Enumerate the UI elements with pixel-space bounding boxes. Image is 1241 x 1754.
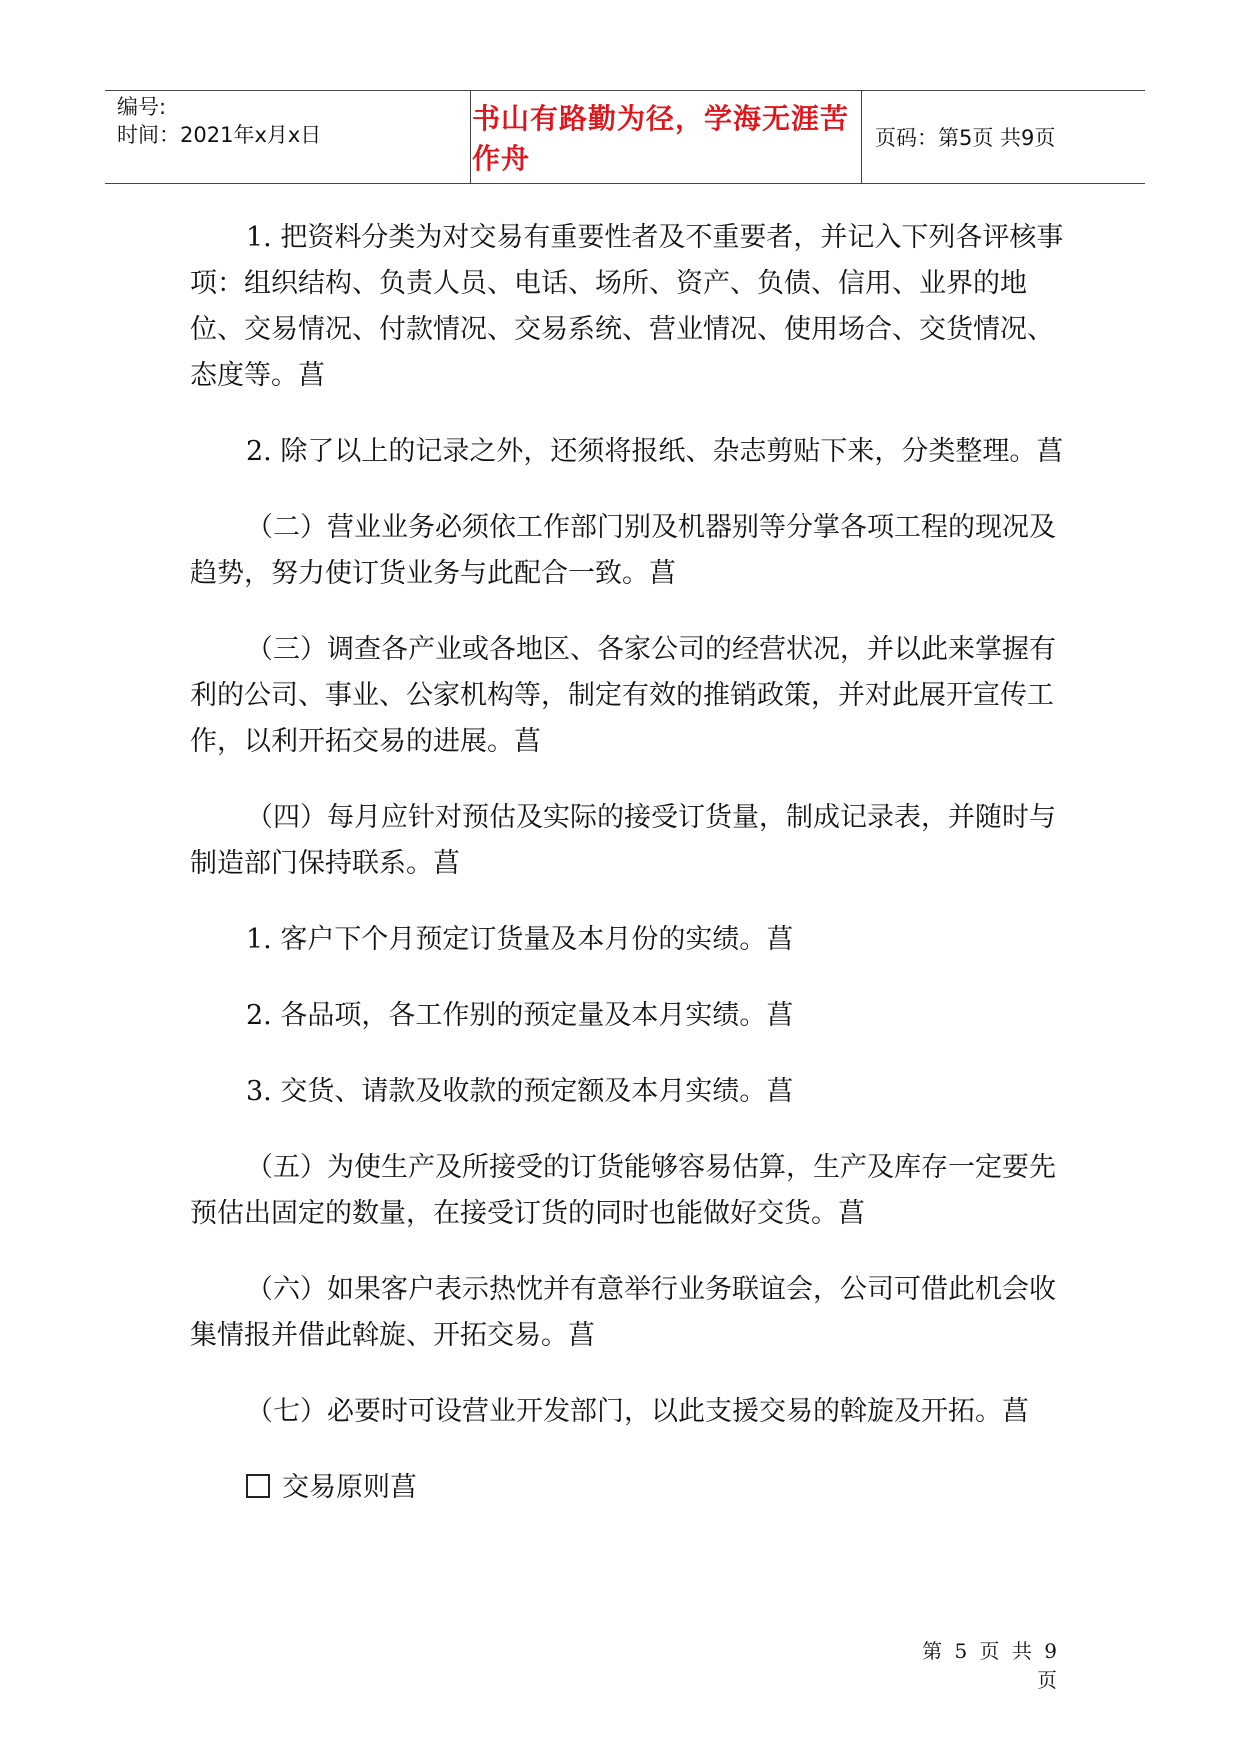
header-divider-left	[470, 91, 471, 183]
page-header	[105, 90, 1145, 184]
header-page-label: 页码：第5页 共9页	[875, 126, 1056, 150]
paragraph-11: （七）必要时可设营业开发部门，以此支援交易的斡旋及开拓。菖	[246, 1396, 1029, 1427]
paragraph-4: （三）调查各产业或各地区、各家公司的经营状况，并以此来掌握有利的公司、事业、公家机构等，制定有效的推销政策，并对此展开宣传工作，以利开拓交易的进展。菖	[190, 634, 1056, 757]
paragraph-2: 2. 除了以上的记录之外，还须将报纸、杂志剪贴下来，分类整理。菖	[246, 436, 1064, 467]
paragraph-5: （四）每月应针对预估及实际的接受订货量，制成记录表，并随时与制造部门保持联系。菖	[190, 802, 1056, 879]
page-footer: 第 5 页 共 9 页	[922, 1639, 1060, 1692]
paragraph-7: 2. 各品项，各工作别的预定量及本月实绩。菖	[246, 1000, 794, 1031]
header-divider-right	[861, 91, 862, 183]
section-heading: 交易原则菖	[282, 1472, 417, 1503]
paragraph-1: 1. 把资料分类为对交易有重要性者及不重要者，并记入下列各评核事项：组织结构、负责人员、电话、场所、资产、负债、信用、业界的地位、交易情况、付款情况、交易系统、营业情况、使用场合、交货情况、态度等。菖	[190, 222, 1064, 391]
paragraph-8: 3. 交货、请款及收款的预定额及本月实绩。菖	[246, 1076, 794, 1107]
paragraph-9: （五）为使生产及所接受的订货能够容易估算，生产及库存一定要先预估出固定的数量，在接受订货的同时也能做好交货。菖	[190, 1152, 1056, 1229]
checkbox-square-icon	[246, 1474, 270, 1498]
header-meta	[117, 93, 467, 149]
section-heading-line	[190, 1465, 1080, 1511]
header-motto: 书山有路勤为径，学海无涯苦作舟	[472, 102, 850, 175]
document-body	[190, 215, 1080, 1511]
paragraph-3: （二）营业业务必须依工作部门别及机器别等分掌各项工程的现况及趋势，努力使订货业务与此配合一致。菖	[190, 512, 1056, 589]
time-label: 时间：2021年x月x日	[117, 123, 322, 147]
number-label: 编号:	[117, 95, 167, 119]
paragraph-6: 1. 客户下个月预定订货量及本月份的实绩。菖	[246, 924, 794, 955]
paragraph-10: （六）如果客户表示热忱并有意举行业务联谊会，公司可借此机会收集情报并借此斡旋、开拓交易。菖	[190, 1274, 1056, 1351]
